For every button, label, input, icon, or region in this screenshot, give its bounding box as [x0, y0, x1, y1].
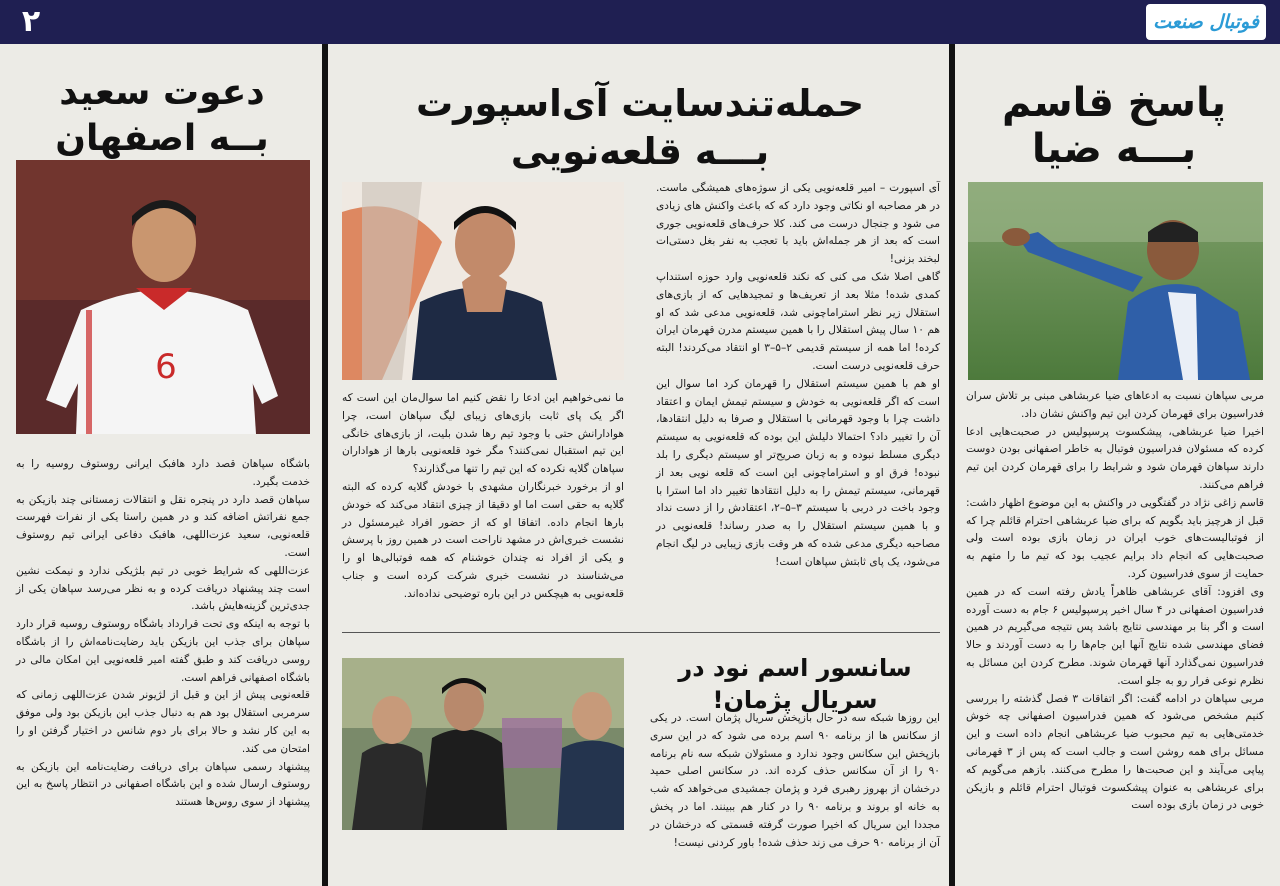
page-number: ۲	[21, 4, 41, 39]
coach-image	[968, 182, 1263, 380]
right-paragraph: قاسم زاغی نژاد در گفتگویی در واکنش به این موضوع اظهار داشت: قبل از هرچیز باید بگویم که برای ضیا عربشاهی احترام قائلم چرا که از فوتبالیست‌های خوب ایران در زمان بازی بوده است ولی صحبت‌هایی که انجام داد برایم عجیب بود که تیم ما را متهم به حمایت از سوی فدراسیون کرد.	[966, 496, 1264, 580]
right-paragraph: مربی سپاهان در ادامه گفت: اگر اتفاقات ۳ فصل گذشته را بررسی کنیم مشخص می‌شود که همین فدراسیون اصفهانی چه خوش خدمتی‌هایی به تیم محبوب ضیا عربشاهی انجام داده است و این مسائل برای همه روشن است و جالب است که پس از ۳ قهرمانی پیاپی می‌آیند و این صحبت‌ها را مطرح می‌کنند. بازهم می‌گویم که برای عربشاهی به عنوان پیشکسوت فوتبال احترام قائلم و بازیکن خوبی در زمان بازی بوده است	[966, 692, 1264, 812]
right-article-body	[966, 388, 1264, 815]
left-paragraph: باشگاه سپاهان قصد دارد هافبک ایرانی روستوف روسیه را به خدمت بگیرد.	[16, 458, 310, 488]
middle-article-left	[342, 390, 624, 604]
pejman-photo	[342, 658, 624, 830]
right-paragraph: اخیرا ضیا عربشاهی، پیشکسوت پرسپولیس در صحبت‌هایی ادعا کرده که مسئولان فدراسیون فوتبال به خاطر اصفهانی بودن دوست دارند سپاهان قهرمان شود و شرایط را برای قهرمان کردن این تیم فراهم می‌کنند.	[966, 425, 1264, 491]
left-article-body	[16, 456, 310, 812]
left-paragraph: قلعه‌نویی پیش از این و قبل از لژیونر شدن عزت‌اللهی زمانی که سرمربی استقلال بود هم به دنبال جذب این بازیکن بود ولی موفق به این کار نشد و حالا برای بار دوم شانس در اختیار گرفتن او را امتحان می کند.	[16, 689, 310, 755]
ghalenoei-image	[342, 182, 624, 380]
arabshahi-photo	[968, 182, 1263, 380]
left-paragraph: عزت‌اللهی که شرایط خوبی در تیم بلژیکی ندارد و نیمکت نشین است چند پیشنهاد دریافت کرده و به نظر می‌رسد سپاهان یکی از جدی‌ترین گزینه‌هایش باشد.	[16, 564, 310, 613]
column-divider-left	[322, 44, 328, 886]
pejman-paragraph: این روزها شبکه سه در حال بازپخش سریال پژمان است. در یکی از سکانس ها از برنامه ۹۰ اسم برده می شود که در این سری بازپخش این سکانس وجود ندارد و مسئولان شبکه سه نام برنامه ۹۰ را از آن سکانس حذف کرده اند. در سکانس اصلی حمید درخشان از بهروز رهبری فرد و پژمان جمشیدی می‌خواهد که شب به خانه او بروند و برنامه ۹۰ را در کنار هم ببینند. اما در پخش مجددا این سریال که اخیرا صورت گرفته قسمتی که درخشان در آن از برنامه ۹۰ حرف می زند حذف شده! باور کردنی نیست!	[650, 712, 940, 849]
top-bar	[0, 0, 1280, 44]
pejman-article-body	[650, 710, 940, 852]
column-divider-right	[949, 44, 955, 886]
ghalenoei-photo	[342, 182, 624, 380]
middle-paragraph: او از برخورد خبرنگاران مشهدی با خودش گلایه کرده که البته گلایه به حقی است اما او دقیقا از چیزی انتقاد می‌کند که خودش بارها انجام داده. اتفاقا او که از حضور افراد غیرمسئول در نشست خبری‌اش در مشهد ناراحت است در همین روز با پرسش و یکی از افراد نه چندان خوشنام که همه فوتبالی‌ها او را می‌شناسند در نشست خبری شرکت کرده است و جناب قلعه‌نویی به هیچکس در این باره توضیحی نداده‌اند.	[342, 480, 624, 600]
right-paragraph: مربی سپاهان نسبت به ادعاهای ضیا عربشاهی مبنی بر تلاش سران فدراسیون برای قهرمان کردن این تیم واکنش نشان داد.	[966, 390, 1264, 420]
middle-article-right	[656, 180, 940, 572]
middle-paragraph: گاهی اصلا شک می کنی که نکند قلعه‌نویی وارد حوزه استنداپ کمدی شده! مثلا بعد از تعریف‌ها و تمجیدهایی که از بازی‌های استقلال زیر نظر استراماچونی شد، قلعه‌نویی مدعی شد که او هم ۱۰ سال پیش استقلال را با همین سیستم مدرن قهرمان ایران کرده! اما همه از سیستم قدیمی ۲–۵–۳ او انتقاد می‌کردند! البته حرف قلعه‌نویی درست است.	[656, 270, 940, 372]
middle-paragraph: ما نمی‌خواهیم این ادعا را نقض کنیم اما سوال‌مان این است که اگر یک پای ثابت بازی‌های زیبای لیگ سپاهان است، چرا هوادارانش حتی با وجود تیم رها شدن بلیت، از بازی‌های خانگی این تیم استقبال نمی‌کنند؟ مگر خود قلعه‌نویی بارها از هواداران سپاهان گلایه نکرده که این تیم را تنها می‌گذارند؟	[342, 392, 624, 476]
middle-paragraph: آی اسپورت – امیر قلعه‌نویی یکی از سوژه‌های همیشگی ماست. در هر مصاحبه او نکاتی وجود دارد که که باعث واکنش های زیادی می شود و جنجال درست می کند. کلا حرف‌های قلعه‌نویی جوری است که بعد از هر جمله‌اش باید با تعجب به نفر بغل دستی‌ات لبخند بزنی!	[656, 182, 940, 266]
middle-headline: حمله‌تندسایت آی‌اسپورت بـــه قلعه‌نویی	[415, 82, 865, 173]
middle-separator	[342, 632, 940, 633]
newspaper-logo: فوتبال صنعت	[1146, 4, 1266, 40]
player-image	[16, 160, 310, 434]
pejman-headline: سانسور اسم نود در سریال پژمان!	[678, 654, 912, 714]
right-headline: پاسخ قاسم بـــه ضیا	[1001, 80, 1227, 172]
left-headline: دعوت سعید بــه اصفهان	[55, 72, 269, 159]
left-paragraph: با توجه به اینکه وی تحت قرارداد باشگاه روستوف روسیه قرار دارد سپاهان برای جذب این بازیکن باید رضایت‌نامه‌اش را از باشگاه روسی دریافت کند و طبق گفته امیر قلعه‌نویی این امکان مالی در باشگاه اصفهانی فراهم است.	[16, 618, 310, 684]
ezatolahi-photo	[16, 160, 310, 434]
right-paragraph: وی افزود: آقای عربشاهی ظاهراً یادش رفته است که در همین فدراسیون اصفهانی در ۴ سال اخیر پرسپولیس ۶ جام به دست آورده است و اگر بنا بر مهندسی نتایج باشد پس نتیجه می‌گیریم در همین فضای مهندسی شده نتایج آنها این جام‌ها را به دست آوردند و حالا فدراسیون نمی‌گذارد آنها قهرمان شوند. مطرح کردن این مسائل به نظرم نوعی فرار رو به جلو است.	[966, 585, 1264, 687]
left-paragraph: سپاهان قصد دارد در پنجره نقل و انتقالات زمستانی چند بازیکن به جمع نفراتش اضافه کند و در همین راستا یکی از نفرات فهرست قلعه‌نویی، سعید عزت‌اللهی، هافبک دفاعی ایرانی تیم روستوف است.	[16, 493, 310, 559]
middle-paragraph: او هم با همین سیستم استقلال را قهرمان کرد اما سوال این است که اگر قلعه‌نویی به خودش و سیستم تیمش ایمان و اعتقاد داشت چرا با وجود قهرمانی با استقلال و صرفا به دلیل انتقادها، آن را تغییر داد؟ احتمالا دلیلش این بوده که قلعه‌نویی به سیستم دیگری مسلط نبوده و به زبان صریح‌تر او سیستم دیگری را بلد نبوده! فرق او و استراماچونی این است که قلعه نویی بعد از قهرمانی، سیستم تیمش را به دلیل انتقادها تغییر داد اما استرا با وجود باخت در دربی با سیستم ۳–۵–۲، اعتقادش را از دست نداد و با همین سیستم استقلال را به صدر رساند! قلعه‌نویی در مصاحبه دیگری مدعی شده که هر وقت بازی زیبایی در لیگ انجام می‌شود، یک پای ثابتش سپاهان است!	[656, 377, 940, 568]
pejman-image	[342, 658, 624, 830]
left-paragraph: پیشنهاد رسمی سپاهان برای دریافت رضایت‌نامه این بازیکن به روستوف ارسال شده و این باشگاه اصفهانی در انتظار پاسخ به این پیشنهاد از سوی روس‌ها هستند	[16, 760, 310, 809]
jersey-number: 6	[155, 347, 177, 387]
